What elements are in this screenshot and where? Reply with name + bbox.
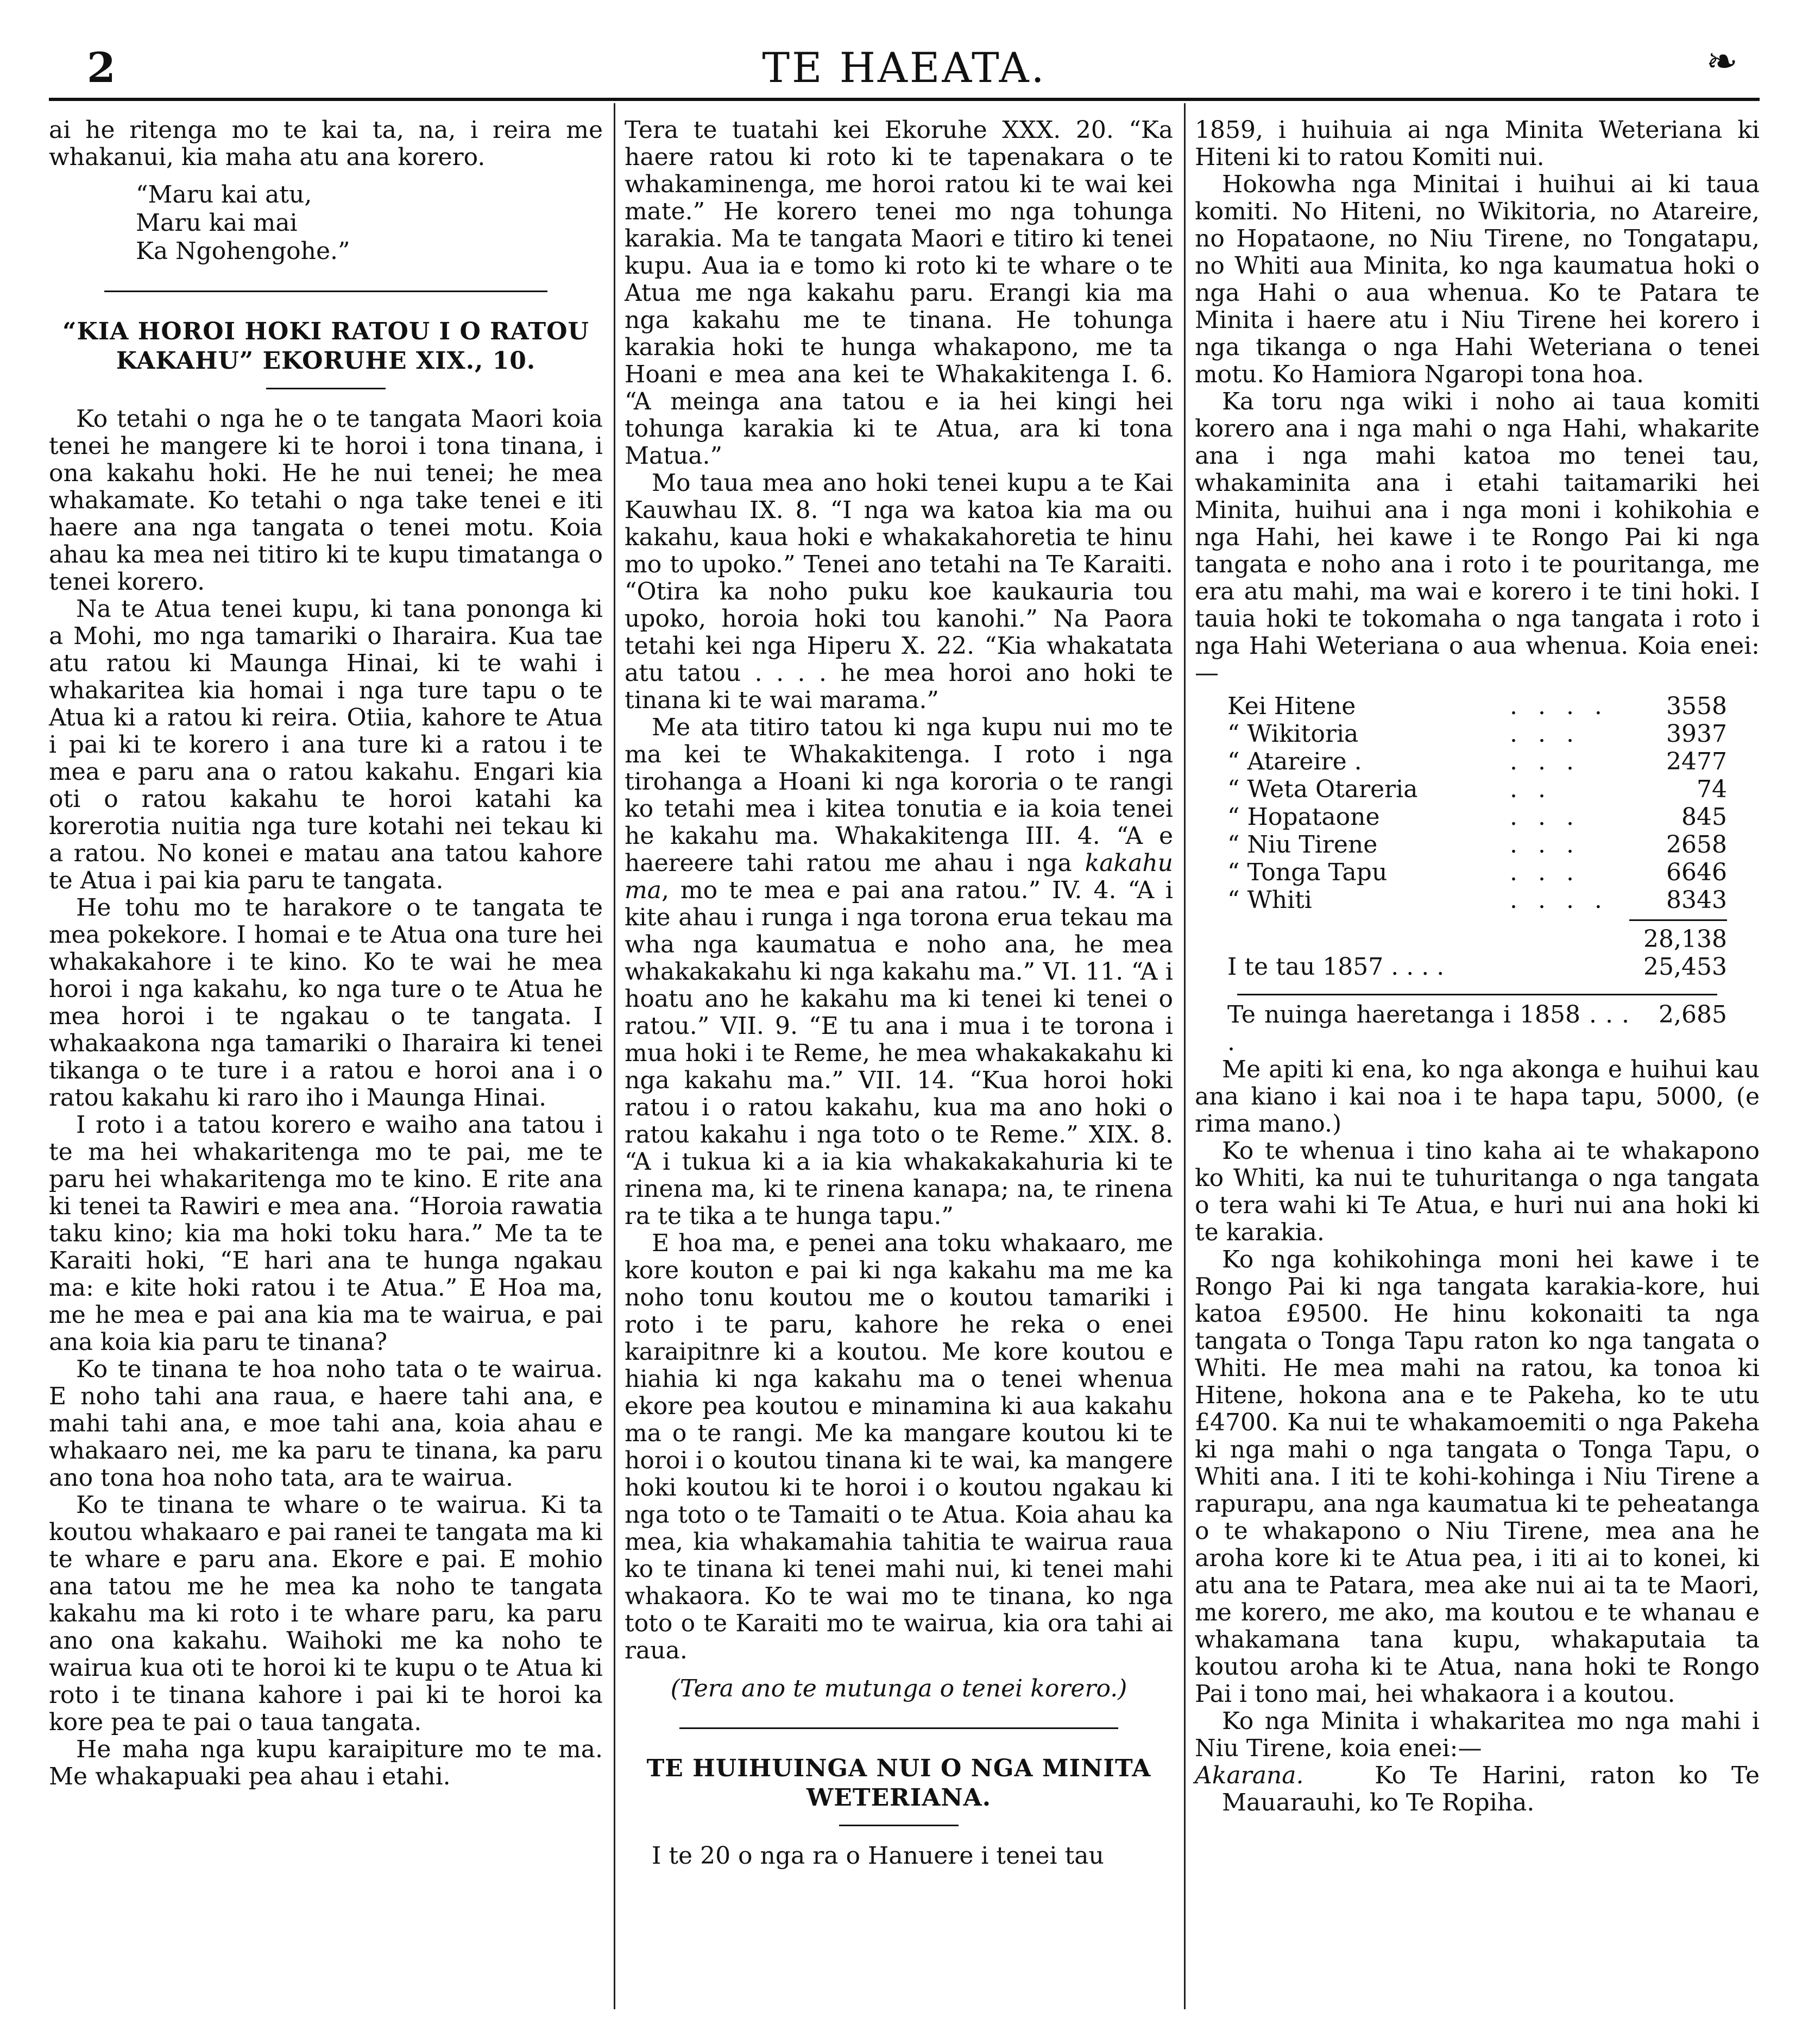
italic-text: kakahu ma [625,849,1173,904]
table-row [1195,859,1760,886]
member-count: 8343 [1666,886,1727,914]
member-count: 3937 [1666,720,1727,748]
poem-line: Ka Ngohengohe.” [136,237,350,265]
paragraph: Hokowha nga Minitai i huihui ai ki taua komiti. No Hiteni, no Wikitoria, no Atareire, no Hopataone, no Niu Tirene, no Tongatapu, no Whiti aua Minita, ko nga kaumatua hoki o nga Hahi o aua whenua. Ko te Patara te Minita i haere atu i Niu Tirene hei korero i nga tikanga o nga Hahi Weteriana o tenei motu. Ko Hamiora Ngaropi tona hoa. [1195,171,1760,388]
paragraph: Ko te tinana te hoa noho tata o te wairua. E noho tahi ana raua, e haere tahi ana, e mahi tahi ana, e moe tahi ana, koia ahau e whakaaro nei, me ka paru te tinana, ka paru ano tona hoa noho tata, ara te wairua. [49,1355,603,1492]
text-run: Me ata titiro tatou ki nga kupu nui mo te ma kei te Whakakitenga. I roto i nga tirohanga a Hoani ki nga kororia o te rangi ko tetahi mea i kitea tonutia e ia koia tenei he kakahu ma. Whakakitenga III. 4. “A e haereere tahi ratou me ahau i nga [625,714,1173,877]
page-number: 2 [87,43,116,92]
sum-rule [1237,994,1717,995]
paragraph: He maha nga kupu karaipiture mo te ma. Me whakapuaki pea ahau i etahi. [49,1736,603,1790]
column-divider [1184,103,1186,2009]
continued-note: (Tera ano te mutunga o tenei korero.) [670,1675,1127,1702]
region-name: “ Wikitoria [1227,720,1359,748]
region-name: “ Whiti [1227,886,1312,914]
leader-dots: . . [1510,775,1552,803]
table-row [1195,692,1760,720]
region-name: “ Tonga Tapu [1227,859,1388,886]
increase-value: 2,685 [1659,1001,1727,1029]
region-name: “ Weta Otareria [1227,775,1418,803]
paragraph: E hoa ma, e penei ana toku whakaaro, me kore kouton e pai ki nga kakahu ma me ka noho tonu koutou me o koutou tamariki i roto i te paru, kahore he reka o enei karaipitnre ki a koutou. Me kore koutou e hiahia ki nga kakahu ma o tenei whenua ekore pea koutou e minamina ki aua kakahu ma o te rangi. Me ka mangare koutou ki te horoi i o koutou tinana ki te wai, ka mangere hoki koutou ki te horoi i o koutou ngakau ki nga toto o te Tamaiti o te Atua. Koia ahau ka mea, kia whakamahia tahitia te wairua raua ko te tinana ki tenei mahi nui, ki tenei mahi whakaora. Ko te wai mo te tinana, ko nga toto o te Karaiti mo te wairua, kia ora tahi ai raua. [625,1229,1173,1664]
region-name: “ Niu Tirene [1227,831,1378,859]
region-name: “ Atareire . [1227,748,1362,775]
paragraph: I te 20 o nga ra o Hanuere i tenei tau [652,1842,1104,1870]
table-row [1195,831,1760,859]
paragraph: Tera te tuatahi kei Ekoruhe XXX. 20. “Ka haere ratou ki roto ki te tapenakara o te whakaminenga, me horoi ratou ki te wai kei mate.” He korero tenei mo nga tohunga karakia. Ma te tangata Maori e titiro ki tenei kupu. Aua ia e tomo ki roto ki te whare o te Atua me nga kakahu paru. Erangi kia ma nga kakahu me te tinana. He tohunga karakia hoki te hunga whakapono, me ta Hoani e mea ana kei te Whakakitenga I. 6. “A meinga ana tatou e ia hei kingi hei tohunga karakia ki te Atua, ara ki tona Matua.” [625,116,1173,470]
paragraph: He tohu mo te harakore o te tangata te mea pokekore. I homai e te Atua ona ture hei whakakahore i te kino. Ko te wai he mea horoi i nga kakahu, ko nga ture o te Atua he mea horoi i te ngakau o te tangata. I whakaakona nga tamariki o Iharaira ki tenei tikanga o te ture i a ratou e horoi ana i o ratou kakahu ki raro iho i Maunga Hinai. [49,894,603,1112]
table-row [1195,886,1760,914]
region-name: “ Hopataone [1227,803,1380,831]
leader-dots: . . . [1510,859,1580,886]
headline-rule [266,388,386,389]
poem-line: “Maru kai atu, [136,181,312,209]
table-row [1195,720,1760,748]
leader-dots: . . . [1510,803,1580,831]
poem-line: Maru kai mai [136,209,298,237]
masthead-title: TE HAEATA. [762,43,1047,92]
article-headline: TE HUIHUINGA NUI O NGA MINITA WETERIANA. [646,1755,1151,1812]
table-row [1195,953,1760,981]
page-header [49,33,1760,103]
total-value: 28,138 [1643,925,1727,953]
leader-dots: . . . . [1510,692,1609,720]
member-count: 3558 [1666,692,1727,720]
table-row [1195,803,1760,831]
table-row [1195,748,1760,775]
paragraph: Me apiti ki ena, ko nga akonga e huihui kau ana kiano i kai noa i te hapa tapu, 5000, (e rima mano.) [1195,1056,1760,1138]
column-divider [614,103,615,2009]
column-1 [49,117,603,1790]
member-statistics-table [1195,692,1760,1056]
previous-year-label: I te tau 1857 . . . . [1227,953,1445,981]
member-count: 2658 [1666,831,1727,859]
total-row [1195,925,1760,953]
text-run: , mo te mea e pai ana ratou.” IV. 4. “A i kite ahau i runga i nga torona erua tekau ma wha nga kaumatua e noho ana, he mea whakakakahu ki nga kakahu ma.” VI. 11. “A i hoatu ano he kakahu ma ki tenei ki tenei o ratou.” VII. 9. “E tu ana i mua i te torona i mua hoki i te Reme, he mea whakakakahu ki nga kakahu ma.” VII. 14. “Kua horoi hoki ratou i o ratou kakahu, kua ma ano hoki o ratou kakahu i nga toto o te Reme.” XIX. 8. “A i tukua ki a ia kia whakakakahuria ki te rinena ma, ki te rinena kanapa; na, te rinena ra te tika a te hunga tapu.” [625,876,1173,1230]
paragraph: I roto i a tatou korero e waiho ana tatou i te ma hei whakaritenga mo te pai, me te paru hei whakaritenga mo te kino. E rite ana ki tenei ta Rawiri e mea ana. “Horoia rawatia taku kino; kia ma hoki toku hara.” Me ta te Karaiti hoki, “E hari ana te hunga ngakau ma: e kite hoki ratou i te Atua.” E Hoa ma, me he mea e pai ana kia ma te wairua, e pai ana koia kia paru te tinana? [49,1111,603,1356]
paragraph: 1859, i huihuia ai nga Minita Weteriana ki Hiteni ki to ratou Komiti nui. [1195,116,1760,171]
paragraph [625,714,1173,1230]
increase-label: Te nuinga haeretanga i 1858 . . . . [1227,1001,1629,1056]
header-rule [49,98,1760,101]
member-count: 74 [1697,775,1727,803]
paragraph: Mo taua mea ano hoki tenei kupu a te Kai Kauwhau IX. 8. “I nga wa katoa kia ma ou kakahu, kaua hoki e whakakahoretia te hinu mo to upoko.” Tenei ano tetahi na Te Karaiti. “Otira ka noho puku koe kaukauria tou upoko, horoia hoki tou kanohi.” Na Paora tetahi kei nga Hiperu X. 22. “Kia whakatata atu tatou . . . . he mea horoi ano hoki te tinana ki te wai marama.” [625,469,1173,714]
region-name: Kei Hitene [1227,692,1356,720]
column-2 [625,117,1173,1870]
column-3 [1195,117,1760,1816]
leader-dots: . . . [1510,831,1580,859]
section-rule [679,1727,1118,1729]
ornament-icon: ❧ [1706,39,1738,84]
paragraph: Ko te tinana te whare o te wairua. Ki ta koutou whakaaro e pai ranei te tangata ma ki te whare e paru ana. Ekore e pai. E mohio ana tatou me he mea ka noho te tangata kakahu ma ki roto i te whare paru, ka paru ano ona kakahu. Waihoki me ka noho te wairua kua oti te horoi ki te kupu o te Atua ki roto i te tinana kahore i pai ki te horoi ka kore pea te pai o taua tangata. [49,1491,603,1736]
member-count: 2477 [1666,748,1727,775]
paragraph: Ka toru nga wiki i noho ai taua komiti korero ana i nga mahi o nga Hahi, whakarite ana i nga mahi katoa mo tenei tau, whakaminita ana i etahi taitamariki hei Minita, huihui ana i nga moni i kohikohia e nga Hahi, hei kawe i te Rongo Pai ki nga tangata e noho ana i roto i te pouritanga, me era atu mahi, ma wai e korero i te tini hoki. I tauia hoki te tokomaha o nga tangata i roto i nga Hahi Weteriana o aua whenua. Koia enei:— [1195,388,1760,687]
appointment-text: Ko Te Harini, raton ko Te Mauarauhi, ko Te Ropiha. [1222,1762,1760,1816]
section-rule [104,291,547,292]
leader-dots: . . . [1510,748,1580,775]
headline-rule [839,1825,959,1826]
article-headline: “KIA HOROI HOKI RATOU I O RATOU KAKAHU” EKORUHE XIX., 10. [62,318,589,375]
table-row [1195,1001,1760,1056]
paragraph: Ko te whenua i tino kaha ai te whakapono ko Whiti, ka nui te tuhuritanga o nga tangata o tera wahi ki Te Atua, e huri nui ana hoki ki te karakia. [1195,1137,1760,1246]
paragraph: Ko tetahi o nga he o te tangata Maori koia tenei he mangere ki te horoi i tona tinana, i ona kakahu hoki. He he nui tenei; he mea whakamate. Ko tetahi o nga take tenei e iti haere ana nga tangata o tenei motu. Koia ahau ka mea nei titiro ki te kupu timatanga o tenei korero. [49,405,603,596]
sum-rule [1629,919,1727,921]
previous-year-value: 25,453 [1643,953,1727,981]
member-count: 845 [1681,803,1727,831]
table-row [1195,775,1760,803]
leader-dots: . . . . [1510,886,1609,914]
leader-dots: . . . [1510,720,1580,748]
poem [136,181,603,266]
paragraph: Na te Atua tenei kupu, ki tana pononga ki a Mohi, mo nga tamariki o Iharaira. Kua tae atu ratou ki Maunga Hinai, ki te wahi i whakaritea kia homai i nga ture tapu o te Atua ki a ratou ki reira. Otiia, kahore te Atua i pai ki te korero i ana ture ki a ratou i te mea e paru ana o ratou kakahu. Engari kia oti o ratou kakahu te horoi katahi ka korerotia nuitia nga ture kotahi nei tekau ki a ratou. No konei e matau ana tatou kahore te Atua i pai kia paru te tangata. [49,595,603,894]
paragraph: Ko nga Minita i whakaritea mo nga mahi i Niu Tirene, koia enei:— [1195,1707,1760,1762]
paragraph: Ko nga kohikohinga moni hei kawe i te Rongo Pai ki nga tangata karakia-kore, hui katoa £9500. He hinu kokonaiti ta nga tangata o Tonga Tapu raton ko nga tangata o Whiti. He mea mahi na ratou, ka tonoa ki Hitene, hokona ana e te Pakeha, ko te utu £4700. Ka nui te whakamoemiti o nga Pakeha ki nga mahi o nga tangata o Tonga Tapu, o Whiti ana. I iti te kohi-kohinga i Niu Tirene a rapurapu, ana nga kaumatua ki te peheatanga o te whakapono o Niu Tirene, mea ana he aroha kore ki te Atua pea, i iti ai to konei, ki atu ana te Patara, mea ake nui ai ta te Maori, me korero, me ako, ma koutou e te whanau e whakamana tana kupu, whakaputaia ta koutou aroha ki te Atua, nana hoki te Rongo Pai i tono mai, hei whakaora i a koutou. [1195,1246,1760,1708]
paragraph: ai he ritenga mo te kai ta, na, i reira me whakanui, kia maha atu ana korero. [49,116,603,171]
district-name: Akarana. [1195,1762,1304,1789]
appointment-entry [1195,1762,1760,1816]
member-count: 6646 [1666,859,1727,886]
